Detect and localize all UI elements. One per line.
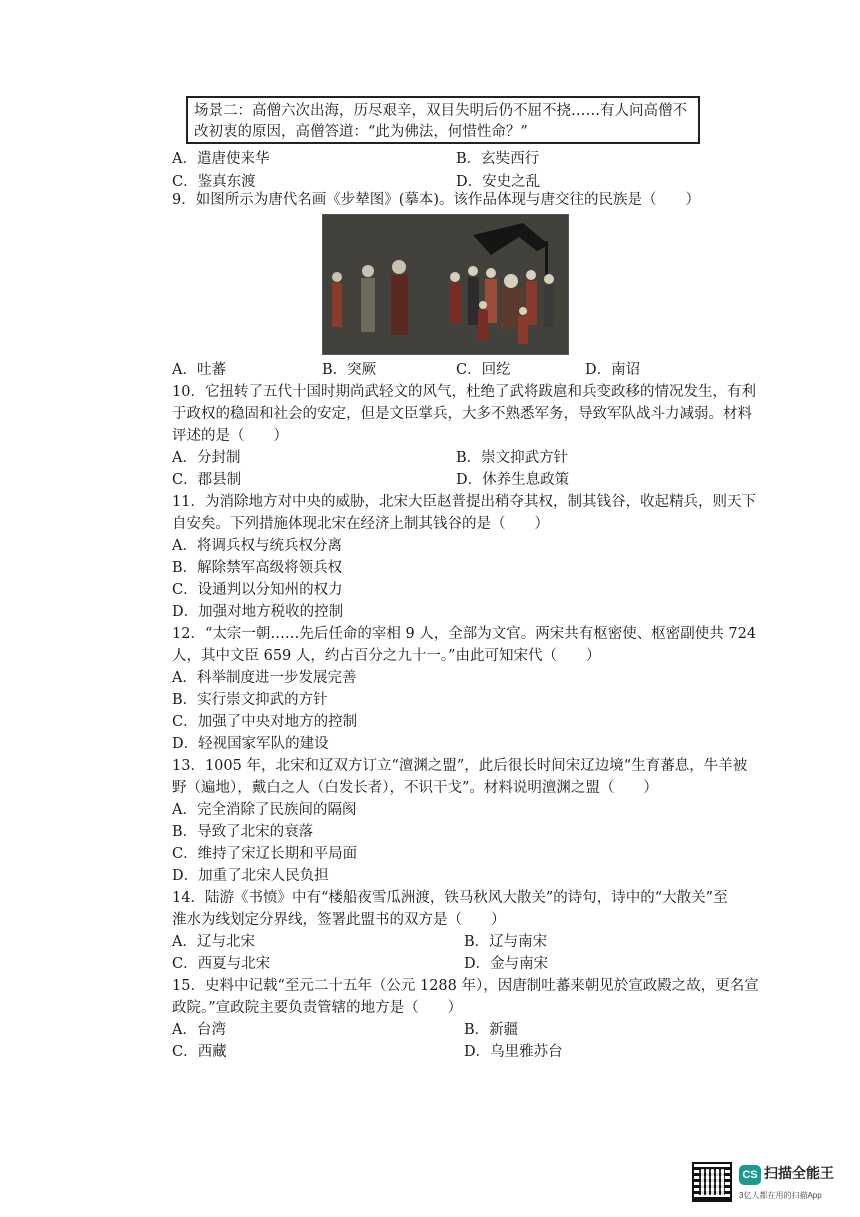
camscanner-app-name: 扫描全能王	[764, 1165, 834, 1181]
q8-option-b: B．玄奘西行	[456, 151, 540, 167]
q12-line-2: 人，其中文臣 659 人，约占百分之九十一。”由此可知宋代（ ）	[172, 648, 601, 664]
q10-option-d: D．休养生息政策	[456, 472, 570, 488]
q12-option-b: B．实行崇文抑武的方针	[172, 692, 328, 708]
q13-option-c: C．维持了宋辽长期和平局面	[172, 846, 358, 862]
q14-option-c: C．西夏与北宋	[172, 956, 271, 972]
q13-line-1: 13．1005 年，北宋和辽双方订立“澶渊之盟”，此后很长时间宋辽边境“生育蕃息，牛羊被	[172, 758, 748, 774]
q15-option-d: D．乌里雅苏台	[464, 1044, 563, 1060]
q8-option-a: A．遣唐使来华	[172, 151, 270, 167]
q14-line-2: 淮水为线划定分界线，签署此盟书的双方是（ ）	[172, 912, 506, 928]
q12-line-1: 12．“太宗一朝……先后任命的宰相 9 人，全部为文官。两宋共有枢密使、枢密副使共 724	[172, 626, 757, 642]
q12-option-a: A．科举制度进一步发展完善	[172, 670, 357, 686]
q10-line-3: 评述的是（ ）	[172, 428, 288, 444]
q14-line-1: 14．陆游《书愤》中有“楼船夜雪瓜洲渡，铁马秋风大散关”的诗句，诗中的“大散关”至	[172, 890, 728, 906]
q15-line-1: 15．史料中记载“至元二十五年（公元 1288 年），因唐制吐蕃来朝见於宣政殿之故，更名宣	[172, 978, 759, 994]
q13-option-d: D．加重了北宋人民负担	[172, 868, 329, 884]
q15-option-b: B．新疆	[464, 1022, 519, 1038]
camscanner-tagline: 3亿人都在用的扫描App	[739, 1191, 822, 1200]
scene-two-text: 场景二：高僧六次出海，历尽艰辛，双目失明后仍不屈不挠……有人问高僧不改初衷的原因，高僧答道：“此为佛法，何惜性命？”	[194, 103, 687, 140]
q15-line-2: 政院。”宣政院主要负责管辖的地方是（ ）	[172, 1000, 463, 1016]
q14-option-d: D．金与南宋	[464, 956, 549, 972]
q9-stem: 9．如图所示为唐代名画《步辇图》(摹本)。该作品体现与唐交往的民族是（ ）	[172, 192, 701, 208]
q10-option-a: A．分封制	[172, 450, 241, 466]
q9-option-c: C．回纥	[456, 362, 511, 378]
q15-option-a: A．台湾	[172, 1022, 226, 1038]
q12-option-d: D．轻视国家军队的建设	[172, 736, 329, 752]
q11-option-a: A．将调兵权与统兵权分离	[172, 538, 342, 554]
q9-option-b: B．突厥	[322, 362, 377, 378]
q14-option-b: B．辽与南宋	[464, 934, 548, 950]
q10-option-c: C．郡县制	[172, 472, 242, 488]
q11-option-c: C．设通判以分知州的权力	[172, 582, 343, 598]
q8-option-c: C．鉴真东渡	[172, 174, 256, 190]
q9-option-a: A．吐蕃	[172, 362, 226, 378]
q14-option-a: A．辽与北宋	[172, 934, 255, 950]
q9-option-d: D．南诏	[585, 362, 641, 378]
qr-code-icon	[692, 1162, 732, 1202]
scene-two-box	[186, 96, 700, 144]
q11-line-2: 自安矣。下列措施体现北宋在经济上制其钱谷的是（ ）	[172, 516, 549, 532]
bunian-painting-image	[322, 214, 569, 355]
q13-line-2: 野（遍地），戴白之人（白发长者），不识干戈”。材料说明澶渊之盟（ ）	[172, 780, 658, 796]
q10-option-b: B．崇文抑武方针	[456, 450, 569, 466]
camscanner-logo-icon: CS	[739, 1165, 761, 1185]
painting-figures-icon	[323, 215, 568, 354]
q8-option-d: D．安史之乱	[456, 174, 541, 190]
q11-option-b: B．解除禁军高级将领兵权	[172, 560, 343, 576]
q11-option-d: D．加强对地方税收的控制	[172, 604, 344, 620]
q13-option-a: A．完全消除了民族间的隔阂	[172, 802, 357, 818]
q15-option-c: C．西藏	[172, 1044, 227, 1060]
q12-option-c: C．加强了中央对地方的控制	[172, 714, 358, 730]
q11-line-1: 11．为消除地方对中央的威胁，北宋大臣赵普提出稍夺其权，制其钱谷，收起精兵，则天下	[172, 494, 756, 510]
q10-line-1: 10．它扭转了五代十国时期尚武轻文的风气，杜绝了武将跋扈和兵变政移的情况发生，有利	[172, 384, 756, 400]
q10-line-2: 于政权的稳固和社会的安定，但是文臣掌兵，大多不熟悉军务，导致军队战斗力减弱。材料	[172, 406, 752, 422]
q13-option-b: B．导致了北宋的衰落	[172, 824, 314, 840]
